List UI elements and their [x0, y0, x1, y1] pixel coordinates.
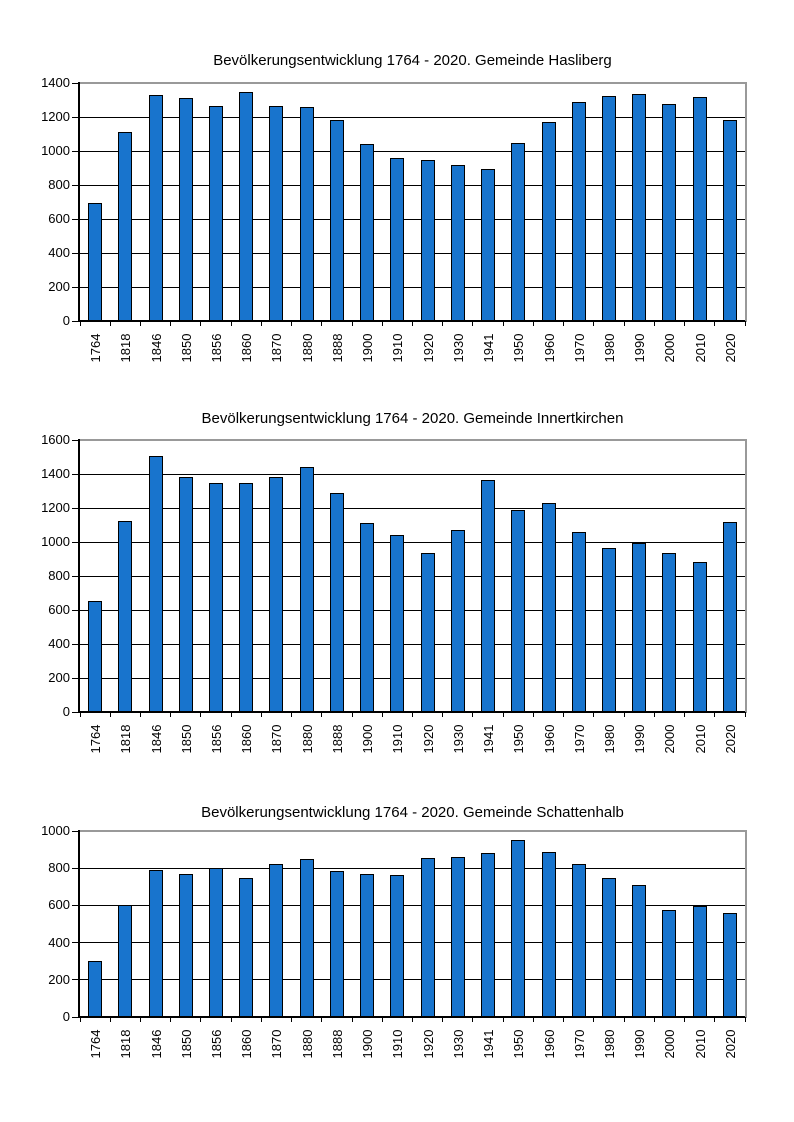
- gridline: [80, 219, 745, 220]
- bar-1880: [300, 859, 314, 1017]
- y-axis-line: [78, 82, 80, 322]
- bar-1860: [239, 483, 253, 713]
- x-tick-mark: [261, 1017, 262, 1022]
- bar-1856: [209, 106, 223, 321]
- y-tick-mark: [72, 905, 78, 906]
- x-tick-label: 1888: [329, 1029, 345, 1059]
- bar-1888: [330, 871, 344, 1017]
- x-tick-label: 2010: [692, 724, 708, 754]
- gridline: [80, 610, 745, 611]
- bar-1870: [269, 106, 283, 321]
- x-tick-label: 1846: [148, 724, 164, 754]
- x-tick-mark: [472, 712, 473, 717]
- x-tick-mark: [80, 712, 81, 717]
- bar-1856: [209, 483, 223, 712]
- x-tick-mark: [624, 1017, 625, 1022]
- y-tick-label: 0: [62, 1009, 70, 1024]
- bar-1960: [542, 852, 556, 1017]
- x-tick-mark: [352, 321, 353, 326]
- bar-1980: [602, 548, 616, 712]
- bar-2020: [723, 913, 737, 1017]
- x-tick-label: 2020: [722, 1029, 738, 1059]
- plot-border-top: [80, 439, 747, 441]
- x-tick-mark: [593, 1017, 594, 1022]
- x-tick-label: 1960: [541, 333, 557, 363]
- y-tick-label: 600: [48, 211, 70, 226]
- x-tick-label: 1856: [209, 1029, 225, 1059]
- bar-2010: [693, 906, 707, 1017]
- y-tick-mark: [72, 321, 78, 322]
- plot-area: [80, 440, 745, 712]
- y-tick-mark: [72, 1017, 78, 1018]
- x-tick-label: 1846: [148, 1029, 164, 1059]
- x-tick-label: 1900: [360, 333, 376, 363]
- bar-1970: [572, 864, 586, 1017]
- x-tick-label: 2020: [722, 724, 738, 754]
- y-tick-label: 1200: [41, 500, 70, 515]
- x-tick-label: 1910: [390, 333, 406, 363]
- bar-1850: [179, 98, 193, 321]
- x-tick-label: 1870: [269, 333, 285, 363]
- x-tick-label: 1764: [88, 724, 104, 754]
- bar-1990: [632, 885, 646, 1017]
- plot-border-right: [745, 830, 747, 1018]
- bar-1870: [269, 477, 283, 712]
- y-tick-mark: [72, 678, 78, 679]
- y-tick-mark: [72, 508, 78, 509]
- x-tick-mark: [110, 321, 111, 326]
- x-tick-label: 1970: [571, 333, 587, 363]
- x-tick-label: 1930: [450, 1029, 466, 1059]
- x-tick-label: 1960: [541, 1029, 557, 1059]
- y-axis-line: [78, 439, 80, 713]
- x-tick-mark: [503, 321, 504, 326]
- gridline: [80, 117, 745, 118]
- bar-1941: [481, 169, 495, 321]
- y-tick-label: 200: [48, 670, 70, 685]
- gridline: [80, 151, 745, 152]
- x-tick-mark: [231, 1017, 232, 1022]
- bar-1990: [632, 94, 646, 321]
- y-tick-label: 600: [48, 897, 70, 913]
- plot-area: [80, 83, 745, 321]
- bar-1930: [451, 165, 465, 321]
- x-tick-label: 1880: [299, 1029, 315, 1059]
- x-axis-line: [78, 1016, 745, 1018]
- gridline: [80, 542, 745, 543]
- x-tick-mark: [714, 321, 715, 326]
- x-tick-mark: [442, 1017, 443, 1022]
- gridline: [80, 868, 745, 869]
- x-tick-mark: [412, 712, 413, 717]
- bar-1941: [481, 853, 495, 1017]
- bar-1910: [390, 158, 404, 321]
- x-tick-mark: [684, 712, 685, 717]
- x-tick-mark: [231, 321, 232, 326]
- x-tick-mark: [745, 1017, 746, 1022]
- gridline: [80, 185, 745, 186]
- y-tick-mark: [72, 253, 78, 254]
- x-tick-mark: [654, 321, 655, 326]
- x-tick-mark: [745, 712, 746, 717]
- y-tick-label: 1400: [41, 75, 70, 90]
- bar-1888: [330, 120, 344, 321]
- x-tick-label: 1970: [571, 1029, 587, 1059]
- x-tick-label: 1880: [299, 333, 315, 363]
- bar-1860: [239, 92, 253, 322]
- x-tick-label: 1860: [239, 724, 255, 754]
- x-tick-label: 1850: [178, 333, 194, 363]
- x-tick-mark: [321, 321, 322, 326]
- x-tick-label: 1920: [420, 724, 436, 754]
- x-tick-mark: [291, 1017, 292, 1022]
- x-tick-label: 1950: [511, 724, 527, 754]
- x-tick-label: 1950: [511, 333, 527, 363]
- x-tick-mark: [200, 1017, 201, 1022]
- x-tick-mark: [140, 1017, 141, 1022]
- x-tick-mark: [624, 712, 625, 717]
- x-tick-label: 1990: [632, 724, 648, 754]
- bar-1870: [269, 864, 283, 1017]
- y-tick-label: 400: [48, 245, 70, 260]
- bar-2020: [723, 120, 737, 321]
- bar-1880: [300, 467, 314, 712]
- y-tick-mark: [72, 942, 78, 943]
- y-tick-label: 800: [48, 860, 70, 876]
- bar-1920: [421, 160, 435, 321]
- bar-1888: [330, 493, 344, 712]
- x-tick-mark: [503, 1017, 504, 1022]
- bar-1910: [390, 875, 404, 1017]
- x-tick-label: 1888: [329, 333, 345, 363]
- x-tick-mark: [321, 712, 322, 717]
- bar-1990: [632, 543, 646, 712]
- x-tick-label: 1980: [601, 333, 617, 363]
- x-tick-label: 1941: [481, 1029, 497, 1059]
- bar-1910: [390, 535, 404, 712]
- y-tick-label: 1000: [41, 823, 70, 838]
- x-tick-label: 1930: [450, 724, 466, 754]
- bar-1850: [179, 874, 193, 1017]
- bar-1930: [451, 857, 465, 1017]
- chart-title: Bevölkerungsentwicklung 1764 - 2020. Gemeinde Hasliberg: [213, 52, 612, 69]
- y-tick-label: 1200: [41, 109, 70, 124]
- x-tick-mark: [231, 712, 232, 717]
- y-tick-mark: [72, 831, 78, 832]
- x-tick-mark: [472, 1017, 473, 1022]
- x-tick-mark: [442, 321, 443, 326]
- x-tick-label: 1856: [209, 333, 225, 363]
- gridline: [80, 644, 745, 645]
- gridline: [80, 678, 745, 679]
- plot-border-right: [745, 439, 747, 713]
- bar-1980: [602, 878, 616, 1018]
- x-tick-mark: [654, 712, 655, 717]
- x-tick-mark: [412, 321, 413, 326]
- x-tick-label: 1818: [118, 1029, 134, 1059]
- x-tick-label: 1950: [511, 1029, 527, 1059]
- y-tick-mark: [72, 83, 78, 84]
- bar-1980: [602, 96, 616, 321]
- bar-2010: [693, 562, 707, 712]
- x-tick-label: 1880: [299, 724, 315, 754]
- bar-2000: [662, 553, 676, 712]
- x-tick-mark: [200, 321, 201, 326]
- bar-1764: [88, 961, 102, 1017]
- y-tick-label: 0: [62, 313, 70, 328]
- x-tick-label: 2000: [662, 1029, 678, 1059]
- bar-1880: [300, 107, 314, 321]
- x-tick-label: 1960: [541, 724, 557, 754]
- x-tick-label: 1990: [632, 1029, 648, 1059]
- x-tick-mark: [563, 712, 564, 717]
- x-tick-mark: [140, 712, 141, 717]
- bar-1818: [118, 521, 132, 712]
- bar-1950: [511, 143, 525, 321]
- y-tick-mark: [72, 542, 78, 543]
- x-tick-mark: [714, 712, 715, 717]
- gridline: [80, 508, 745, 509]
- x-tick-mark: [503, 712, 504, 717]
- y-tick-mark: [72, 979, 78, 980]
- x-tick-label: 1900: [360, 1029, 376, 1059]
- bar-1960: [542, 503, 556, 712]
- plot-border-top: [80, 830, 747, 832]
- x-tick-label: 1980: [601, 1029, 617, 1059]
- x-tick-mark: [352, 1017, 353, 1022]
- x-tick-mark: [563, 321, 564, 326]
- gridline: [80, 287, 745, 288]
- x-tick-label: 1860: [239, 1029, 255, 1059]
- bar-2000: [662, 910, 676, 1017]
- bar-1950: [511, 510, 525, 712]
- plot-area: [80, 831, 745, 1017]
- x-tick-mark: [533, 712, 534, 717]
- x-tick-mark: [170, 1017, 171, 1022]
- y-tick-label: 1400: [41, 466, 70, 481]
- x-tick-label: 1870: [269, 724, 285, 754]
- y-tick-label: 200: [48, 279, 70, 294]
- x-tick-label: 1910: [390, 1029, 406, 1059]
- y-axis-line: [78, 830, 80, 1018]
- bar-2010: [693, 97, 707, 321]
- x-tick-label: 1818: [118, 333, 134, 363]
- x-tick-label: 2000: [662, 333, 678, 363]
- gridline: [80, 474, 745, 475]
- x-axis-line: [78, 320, 745, 322]
- x-tick-mark: [442, 712, 443, 717]
- x-tick-mark: [382, 712, 383, 717]
- bar-1950: [511, 840, 525, 1017]
- x-tick-mark: [412, 1017, 413, 1022]
- bar-1846: [149, 456, 163, 712]
- x-tick-mark: [382, 1017, 383, 1022]
- y-tick-label: 600: [48, 602, 70, 617]
- y-tick-mark: [72, 712, 78, 713]
- x-tick-mark: [261, 712, 262, 717]
- x-tick-label: 1920: [420, 1029, 436, 1059]
- y-tick-mark: [72, 474, 78, 475]
- y-tick-mark: [72, 219, 78, 220]
- x-tick-label: 1850: [178, 1029, 194, 1059]
- x-tick-mark: [140, 321, 141, 326]
- bar-1846: [149, 870, 163, 1017]
- x-tick-mark: [745, 321, 746, 326]
- x-tick-mark: [170, 712, 171, 717]
- x-tick-label: 1941: [481, 724, 497, 754]
- bar-1846: [149, 95, 163, 321]
- y-tick-mark: [72, 287, 78, 288]
- y-tick-mark: [72, 868, 78, 869]
- x-tick-mark: [593, 712, 594, 717]
- bar-1860: [239, 878, 253, 1018]
- y-tick-label: 1000: [41, 143, 70, 158]
- y-tick-label: 200: [48, 971, 70, 987]
- y-tick-label: 1600: [41, 432, 70, 447]
- bar-1818: [118, 905, 132, 1017]
- x-tick-mark: [110, 712, 111, 717]
- x-tick-label: 1764: [88, 1029, 104, 1059]
- chart-title: Bevölkerungsentwicklung 1764 - 2020. Gemeinde Schattenhalb: [201, 804, 624, 821]
- y-tick-mark: [72, 644, 78, 645]
- x-tick-mark: [80, 1017, 81, 1022]
- bar-1920: [421, 553, 435, 712]
- bar-1960: [542, 122, 556, 321]
- x-tick-label: 2020: [722, 333, 738, 363]
- x-tick-mark: [684, 321, 685, 326]
- bar-1856: [209, 868, 223, 1017]
- x-tick-mark: [291, 712, 292, 717]
- bar-2000: [662, 104, 676, 321]
- x-tick-label: 1980: [601, 724, 617, 754]
- bar-1764: [88, 203, 102, 321]
- gridline: [80, 979, 745, 980]
- y-tick-label: 0: [62, 704, 70, 719]
- x-tick-label: 1846: [148, 333, 164, 363]
- x-tick-mark: [170, 321, 171, 326]
- bar-1930: [451, 530, 465, 712]
- x-tick-mark: [110, 1017, 111, 1022]
- y-tick-mark: [72, 185, 78, 186]
- x-tick-mark: [624, 321, 625, 326]
- x-tick-label: 1850: [178, 724, 194, 754]
- gridline: [80, 253, 745, 254]
- x-tick-label: 2010: [692, 333, 708, 363]
- gridline: [80, 576, 745, 577]
- y-tick-label: 1000: [41, 534, 70, 549]
- bar-2020: [723, 522, 737, 712]
- bar-1900: [360, 874, 374, 1017]
- x-tick-label: 1930: [450, 333, 466, 363]
- x-tick-mark: [352, 712, 353, 717]
- y-tick-label: 400: [48, 934, 70, 950]
- bar-1941: [481, 480, 495, 712]
- bar-1900: [360, 523, 374, 712]
- bar-1970: [572, 532, 586, 712]
- x-tick-mark: [321, 1017, 322, 1022]
- gridline: [80, 942, 745, 943]
- y-tick-label: 400: [48, 636, 70, 651]
- bar-1900: [360, 144, 374, 321]
- gridline: [80, 905, 745, 906]
- y-tick-mark: [72, 440, 78, 441]
- x-tick-mark: [654, 1017, 655, 1022]
- bar-1764: [88, 601, 102, 712]
- x-tick-mark: [533, 321, 534, 326]
- x-tick-mark: [291, 321, 292, 326]
- y-tick-mark: [72, 151, 78, 152]
- x-tick-label: 1856: [209, 724, 225, 754]
- x-tick-label: 1818: [118, 724, 134, 754]
- x-tick-label: 1941: [481, 333, 497, 363]
- bar-1970: [572, 102, 586, 321]
- x-tick-label: 1910: [390, 724, 406, 754]
- x-axis-line: [78, 711, 745, 713]
- x-tick-mark: [382, 321, 383, 326]
- x-tick-label: 2000: [662, 724, 678, 754]
- x-tick-mark: [200, 712, 201, 717]
- x-tick-mark: [261, 321, 262, 326]
- x-tick-label: 1764: [88, 333, 104, 363]
- x-tick-label: 1860: [239, 333, 255, 363]
- x-tick-label: 1920: [420, 333, 436, 363]
- x-tick-label: 1970: [571, 724, 587, 754]
- plot-border-top: [80, 82, 747, 84]
- x-tick-label: 1870: [269, 1029, 285, 1059]
- bar-1920: [421, 858, 435, 1017]
- y-tick-mark: [72, 576, 78, 577]
- x-tick-label: 1900: [360, 724, 376, 754]
- x-tick-mark: [684, 1017, 685, 1022]
- x-tick-mark: [714, 1017, 715, 1022]
- x-tick-label: 1990: [632, 333, 648, 363]
- bar-1850: [179, 477, 193, 712]
- x-tick-mark: [533, 1017, 534, 1022]
- plot-border-right: [745, 82, 747, 322]
- x-tick-label: 2010: [692, 1029, 708, 1059]
- chart-title: Bevölkerungsentwicklung 1764 - 2020. Gemeinde Innertkirchen: [201, 410, 624, 427]
- y-tick-label: 800: [48, 568, 70, 583]
- y-tick-mark: [72, 610, 78, 611]
- y-tick-label: 800: [48, 177, 70, 192]
- x-tick-mark: [80, 321, 81, 326]
- x-tick-mark: [472, 321, 473, 326]
- y-tick-mark: [72, 117, 78, 118]
- x-tick-mark: [593, 321, 594, 326]
- x-tick-label: 1888: [329, 724, 345, 754]
- bar-1818: [118, 132, 132, 321]
- x-tick-mark: [563, 1017, 564, 1022]
